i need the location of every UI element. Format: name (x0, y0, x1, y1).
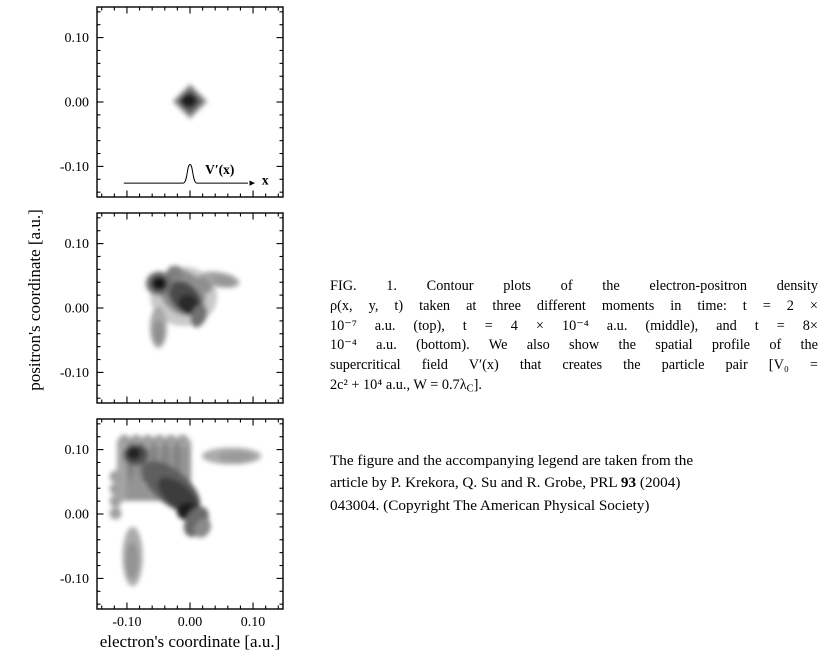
density-blobs-top (172, 84, 207, 119)
y-tick-label: -0.10 (59, 571, 89, 587)
caption-line: ρ(x, y, t) taken at three different moments in time: t = 2 × (330, 297, 818, 314)
caption-line: 10⁻⁷ a.u. (top), t = 4 × 10⁻⁴ a.u. (middle), and t = 8× (330, 317, 818, 334)
caption-last-line-pre: 2c² + 10⁴ a.u., W = 0.7λ (330, 376, 467, 393)
x-axis-arrowhead-icon (250, 181, 256, 186)
x-tick-label: -0.10 (112, 615, 142, 630)
contour-figure-svg (0, 0, 330, 664)
attribution-line2-pre: article by P. Krekora, Q. Su and R. Grobe, PRL (330, 474, 621, 492)
y-tick-label: 0.00 (64, 301, 89, 317)
caption-line (330, 376, 818, 399)
y-tick-label: -0.10 (59, 365, 89, 381)
caption-subscript: C (466, 383, 474, 395)
y-tick-label: 0.00 (64, 507, 89, 523)
contour-panel-middle (60, 213, 283, 403)
contour-panel-bottom (60, 419, 283, 630)
y-tick-label: 0.10 (64, 443, 89, 459)
attribution-line: The figure and the accompanying legend are taken from the (330, 452, 694, 469)
attribution-line (330, 472, 818, 494)
attribution-volume-bold: 93 (620, 474, 637, 492)
y-tick-label: 0.10 (64, 237, 89, 253)
attribution-line: 043004. (Copyright The American Physical Society) (330, 496, 650, 514)
caption-line: 10⁻⁴ a.u. (bottom). We also show the spatial profile of the (330, 337, 818, 354)
figure-caption (330, 277, 818, 399)
contour-figure (0, 0, 330, 664)
density-blobs-middle (146, 260, 241, 348)
caption-line: supercritical field V′(x) that creates the particle pair [V₀ = (330, 357, 818, 374)
inset-x-axis-label: x (261, 172, 269, 188)
x-tick-label: 0.10 (240, 615, 266, 630)
caption-line: FIG. 1. Contour plots of the electron-positron density (330, 278, 818, 294)
contour-panel-top (60, 7, 283, 197)
x-tick-label: 0.00 (177, 615, 203, 630)
potential-label: V′(x) (205, 162, 235, 178)
attribution-line2-post: (2004) (636, 474, 681, 492)
density-blobs-bottom (110, 435, 262, 587)
x-axis-title: electron's coordinate [a.u.] (99, 632, 281, 651)
y-axis-title: positron's coordinate [a.u.] (25, 209, 44, 391)
y-tick-label: 0.10 (64, 31, 89, 47)
caption-last-line-post: ]. (473, 376, 482, 393)
attribution-note (330, 450, 818, 517)
y-tick-label: 0.00 (64, 95, 89, 111)
y-tick-label: -0.10 (59, 159, 89, 175)
